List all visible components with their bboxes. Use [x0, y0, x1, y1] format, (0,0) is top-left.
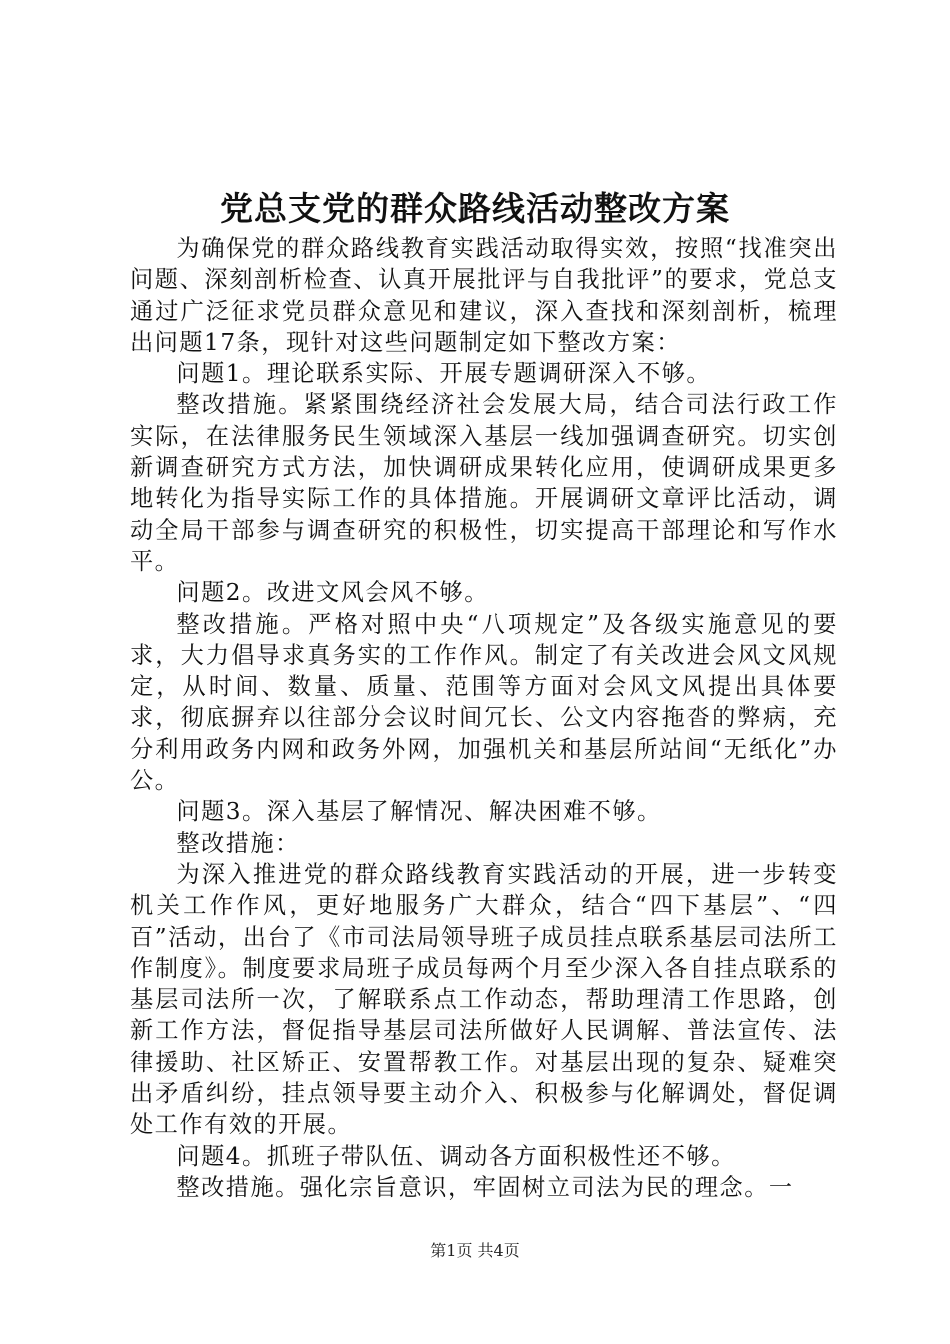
- issue-3-heading: 问题3。深入基层了解情况、解决困难不够。: [176, 798, 662, 826]
- issue-4-heading: 问题4。抓班子带队伍、调动各方面积极性还不够。: [176, 1142, 736, 1170]
- page-footer: 第1页 共4页: [430, 1241, 520, 1260]
- issue-3-measures-label: 整改措施：: [176, 829, 300, 857]
- issue-4-measures: 整改措施。强化宗旨意识，牢固树立司法为民的理念。一: [176, 1173, 794, 1201]
- issue-3-measures: 为深入推进党的群众路线教育实践活动的开展，进一步转变机关工作作风，更好地服务广大群众，结合“四下基层”、“四百”活动，出台了《市司法局领导班子成员挂点联系基层司法所工作制度》。制度要求局班子成员每两个月至少深入各自挂点联系的基层司法所一次，了解联系点工作动态，帮助理清工作思路，创新工作方法，督促指导基层司法所做好人民调解、普法宣传、法律援助、社区矫正、安置帮教工作。对基层出现的复杂、疑难突出矛盾纠纷，挂点领导要主动介入、积极参与化解调处，督促调处工作有效的开展。: [130, 860, 838, 1139]
- issue-1-measures: 整改措施。紧紧围绕经济社会发展大局，结合司法行政工作实际，在法律服务民生领域深入基层一线加强调查研究。切实创新调查研究方式方法，加快调研成果转化应用，使调研成果更多地转化为指导实际工作的具体措施。开展调研文章评比活动，调动全局干部参与调查研究的积极性，切实提高干部理论和写作水平。: [130, 391, 838, 575]
- intro-paragraph: 为确保党的群众路线教育实践活动取得实效，按照“找准突出问题、深刻剖析检查、认真开展批评与自我批评”的要求，党总支通过广泛征求党员群众意见和建议，深入查找和深刻剖析，梳理出问题17条，现针对这些问题制定如下整改方案：: [130, 235, 838, 356]
- issue-1-heading: 问题1。理论联系实际、开展专题调研深入不够。: [176, 360, 712, 388]
- document-body: [130, 233, 838, 1203]
- document-title: 党总支党的群众路线活动整改方案: [220, 189, 730, 228]
- issue-2-heading: 问题2。改进文风会风不够。: [176, 579, 489, 607]
- issue-2-measures: 整改措施。严格对照中央“八项规定”及各级实施意见的要求，大力倡导求真务实的工作作风。制定了有关改进会风文风规定，从时间、数量、质量、范围等方面对会风文风提出具体要求，彻底摒弃以往部分会议时间冗长、公文内容拖沓的弊病，充分利用政务内网和政务外网，加强机关和基层所站间“无纸化”办公。: [130, 610, 838, 795]
